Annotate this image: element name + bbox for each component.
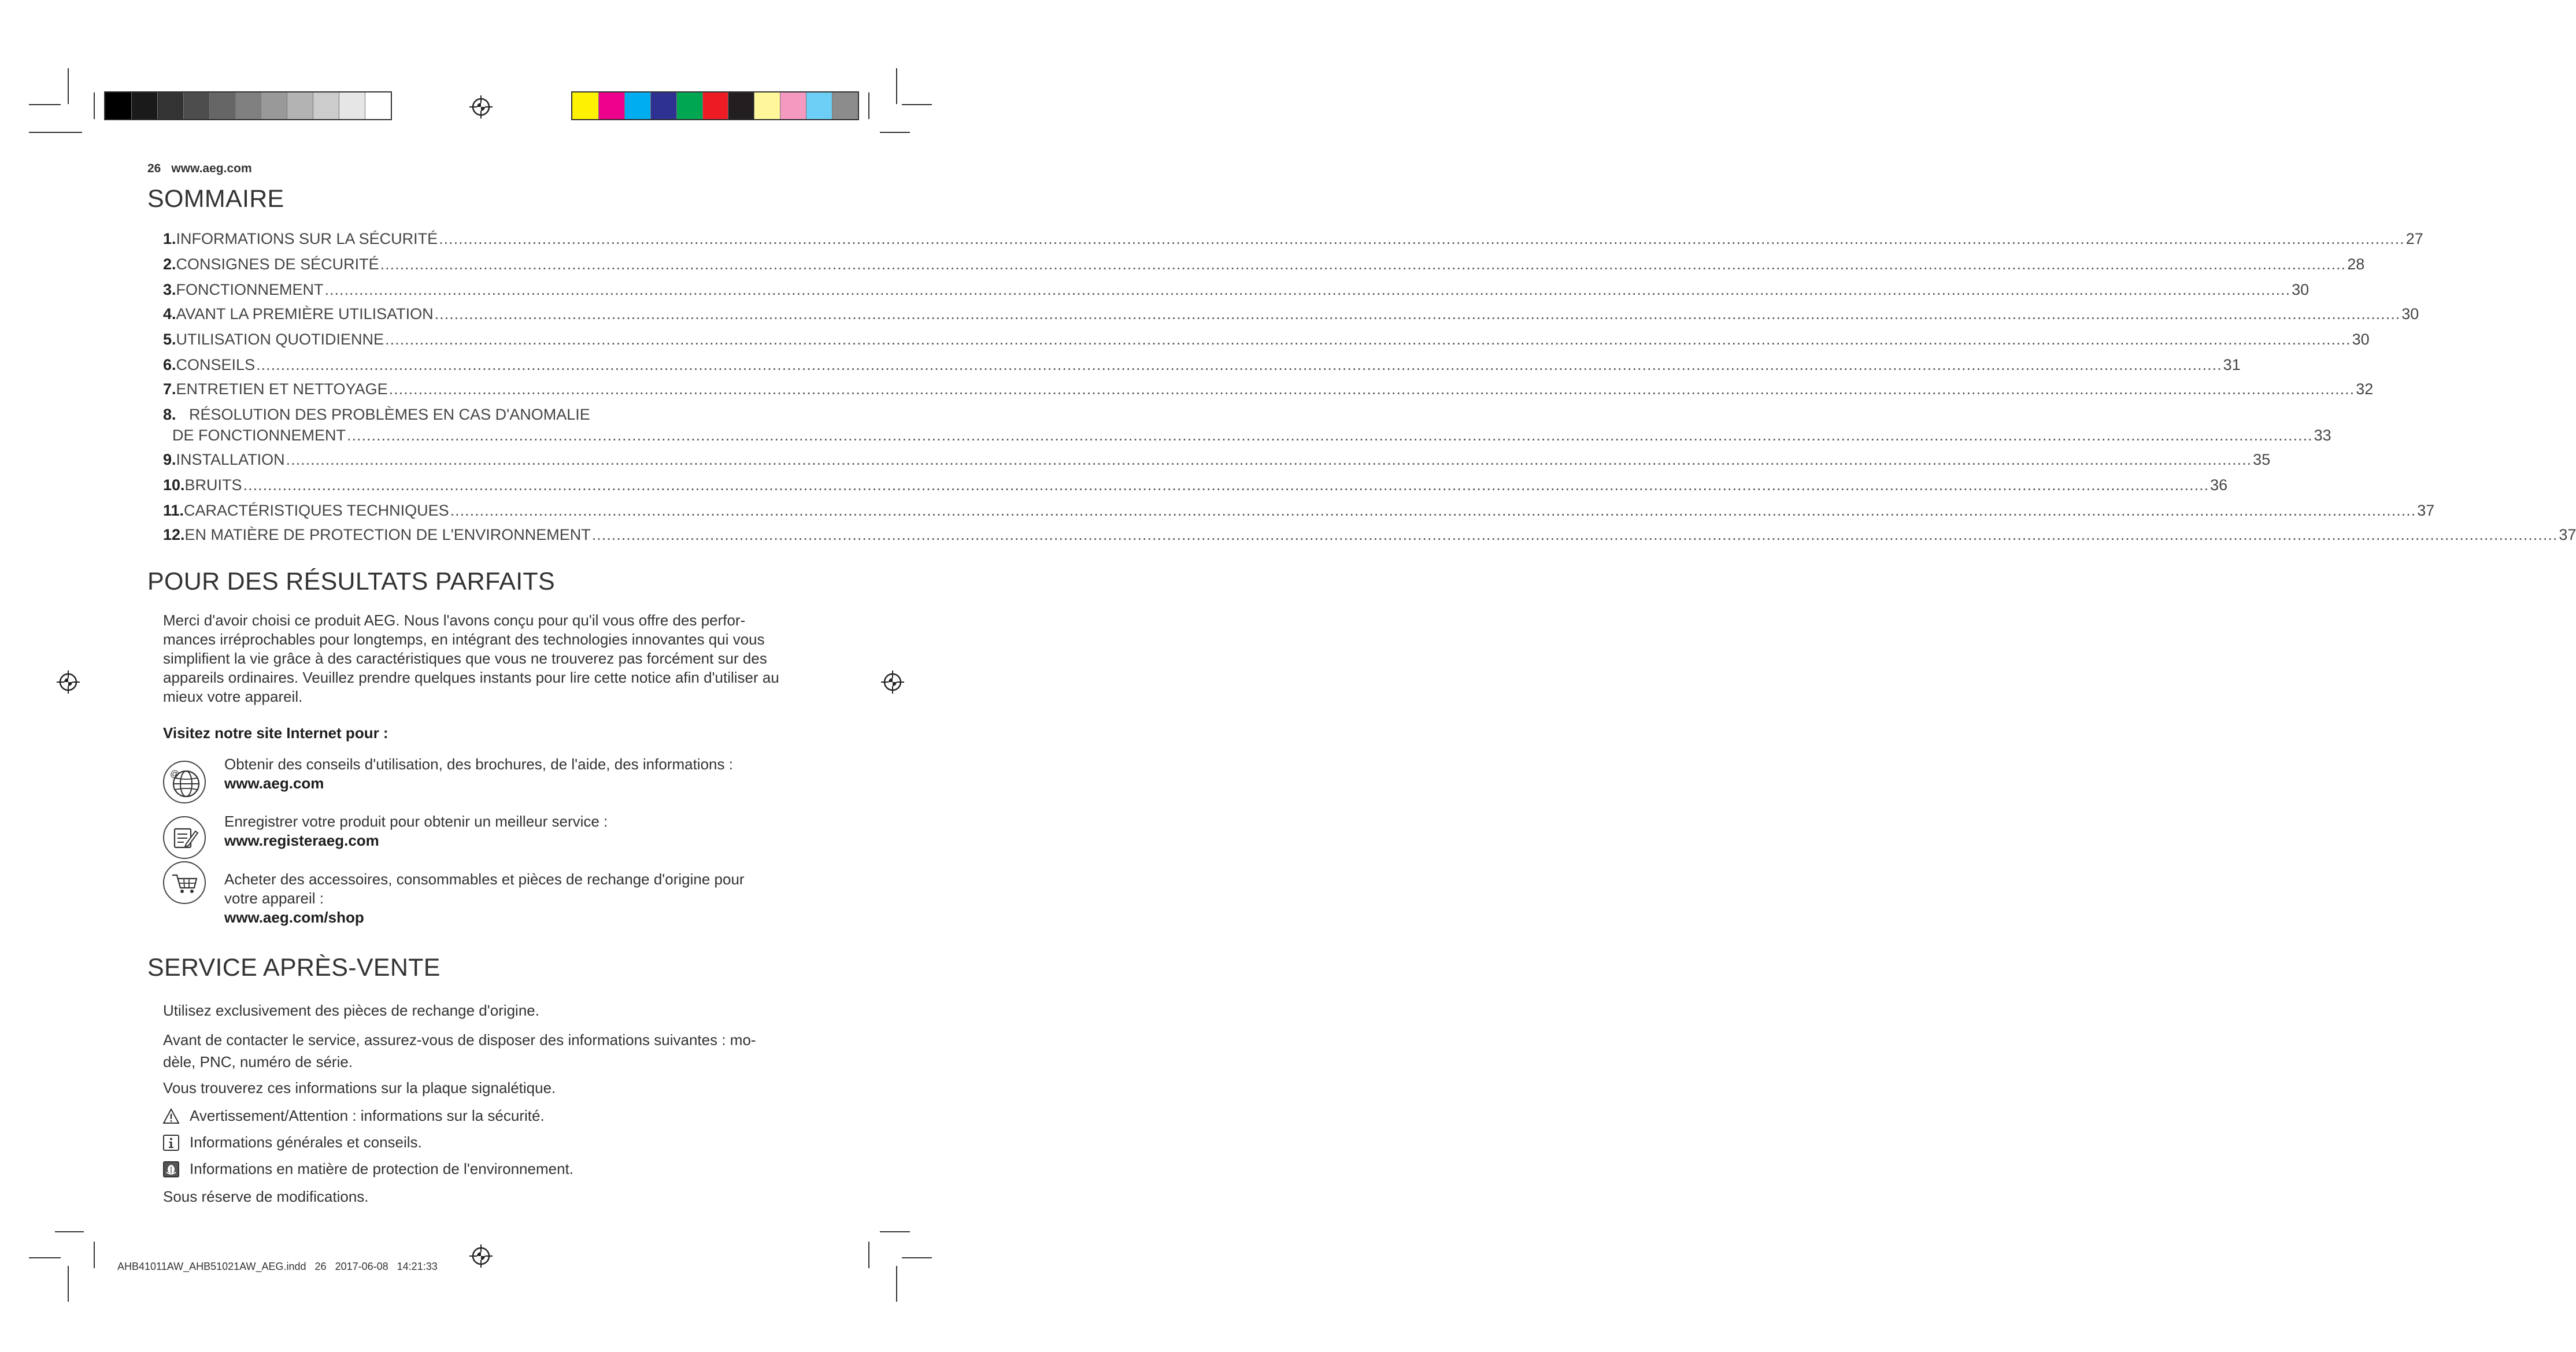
toc-item-page: 36 bbox=[2210, 476, 2228, 494]
text-line: Enregistrer votre produit pour obtenir un meilleur service : bbox=[224, 813, 608, 830]
text-line: mieux votre appareil. bbox=[163, 688, 303, 705]
shopping-cart-icon bbox=[163, 861, 206, 904]
color-swatch bbox=[572, 92, 598, 119]
registration-mark-icon bbox=[469, 95, 493, 118]
toc-item-title: FONCTIONNEMENT bbox=[176, 281, 324, 298]
web-globe-icon bbox=[163, 761, 206, 803]
toc-item[interactable] bbox=[163, 406, 767, 427]
color-swatch bbox=[624, 92, 650, 119]
toc-item[interactable] bbox=[163, 380, 2374, 401]
toc-item-page: 30 bbox=[2292, 281, 2309, 298]
color-swatch bbox=[728, 92, 754, 119]
toc-item-continuation[interactable] bbox=[172, 427, 2331, 447]
toc-item-title: INSTALLATION bbox=[176, 451, 285, 468]
toc-item-page: 37 bbox=[2559, 526, 2576, 543]
crop-mark bbox=[896, 1266, 897, 1302]
toc-leader-dots: ................................................................................................................................................................................................................................................................................................................................................................................................................ bbox=[385, 331, 2351, 348]
register-notepad-icon bbox=[163, 816, 206, 859]
toc-leader-dots: ................................................................................................................................................................................................................................................................................................................................................................................................................ bbox=[243, 476, 2209, 494]
registration-mark-icon bbox=[881, 671, 904, 694]
color-swatch bbox=[261, 92, 287, 119]
toc-leader-dots: ................................................................................................................................................................................................................................................................................................................................................................................................................ bbox=[591, 526, 2558, 543]
toc-item[interactable] bbox=[163, 230, 2423, 251]
color-swatch bbox=[157, 92, 183, 119]
toc-item-number: 9. bbox=[163, 451, 176, 468]
color-swatch bbox=[365, 92, 391, 119]
color-swatch bbox=[754, 92, 780, 119]
crop-mark bbox=[902, 104, 932, 105]
crop-mark bbox=[94, 92, 95, 119]
toc-item[interactable] bbox=[163, 476, 2228, 497]
toc-leader-dots: ................................................................................................................................................................................................................................................................................................................................................................................................................ bbox=[347, 427, 2313, 444]
legend-warning: Avertissement/Attention : informations sur la sécurité. bbox=[190, 1107, 545, 1124]
color-swatch bbox=[287, 92, 313, 119]
color-swatch bbox=[702, 92, 728, 119]
crop-mark bbox=[868, 92, 869, 119]
toc-item-number: 4. bbox=[163, 305, 176, 323]
toc-item[interactable] bbox=[163, 331, 2370, 351]
intro-paragraph bbox=[163, 611, 834, 706]
text-line: Merci d'avoir choisi ce produit AEG. Nous l'avons conçu pour qu'il vous offre des perfor- bbox=[163, 612, 746, 629]
slug-file-info: AHB41011AW_AHB51021AW_AEG.indd 26 bbox=[117, 1261, 327, 1272]
color-swatch bbox=[650, 92, 676, 119]
crop-mark bbox=[94, 1242, 95, 1268]
toc-title: SOMMAIRE bbox=[147, 185, 284, 213]
toc-item-page: 35 bbox=[2253, 451, 2271, 468]
registration-mark-icon bbox=[469, 1244, 493, 1268]
service-title: SERVICE APRÈS-VENTE bbox=[147, 954, 441, 981]
toc-leader-dots: ................................................................................................................................................................................................................................................................................................................................................................................................................ bbox=[450, 502, 2416, 519]
toc-item-title: CONSIGNES DE SÉCURITÉ bbox=[176, 255, 379, 273]
info-icon bbox=[162, 1134, 180, 1151]
registration-mark-icon bbox=[57, 671, 80, 694]
toc-leader-dots: ................................................................................................................................................................................................................................................................................................................................................................................................................ bbox=[256, 356, 2222, 373]
crop-mark bbox=[880, 132, 910, 133]
toc-item-page: 37 bbox=[2417, 502, 2435, 519]
toc-item[interactable] bbox=[163, 305, 2419, 326]
service-paragraph-1: Utilisez exclusivement des pièces de rechange d'origine. bbox=[163, 1002, 539, 1019]
toc-item[interactable] bbox=[163, 255, 2365, 276]
toc-leader-dots: ................................................................................................................................................................................................................................................................................................................................................................................................................ bbox=[439, 230, 2405, 247]
toc-item-page: 33 bbox=[2314, 427, 2331, 444]
crop-mark bbox=[902, 1257, 932, 1258]
crop-mark bbox=[880, 1231, 910, 1232]
text-line: votre appareil : bbox=[224, 890, 324, 907]
gray-color-bar bbox=[104, 91, 392, 120]
toc-item-number: 3. bbox=[163, 281, 176, 298]
color-swatch bbox=[832, 92, 858, 119]
toc-item[interactable] bbox=[163, 451, 2271, 472]
toc-item-title: ENTRETIEN ET NETTOYAGE bbox=[176, 380, 388, 398]
visit-heading: Visitez notre site Internet pour : bbox=[163, 724, 388, 742]
toc-item-page: 27 bbox=[2405, 230, 2423, 247]
toc-item-number: 12. bbox=[163, 526, 185, 543]
toc-item-number: 6. bbox=[163, 356, 176, 373]
toc-item[interactable] bbox=[163, 281, 2309, 302]
color-swatch bbox=[806, 92, 832, 119]
toc-item[interactable] bbox=[163, 502, 2435, 523]
web-link[interactable]: www.aeg.com bbox=[224, 775, 324, 792]
toc-item[interactable] bbox=[163, 526, 2576, 547]
crop-mark bbox=[68, 68, 69, 104]
slug-datetime: 2017-06-08 14:21:33 bbox=[335, 1261, 438, 1272]
toc-item-title: BRUITS bbox=[184, 476, 242, 494]
legend-info: Informations générales et conseils. bbox=[190, 1134, 422, 1151]
toc-item-title: INFORMATIONS SUR LA SÉCURITÉ bbox=[176, 230, 438, 247]
toc-leader-dots: ................................................................................................................................................................................................................................................................................................................................................................................................................ bbox=[434, 305, 2401, 323]
color-swatch bbox=[780, 92, 806, 119]
toc-leader-dots: ................................................................................................................................................................................................................................................................................................................................................................................................................ bbox=[380, 255, 2346, 273]
toc-item-title: UTILISATION QUOTIDIENNE bbox=[176, 331, 384, 348]
toc-item-page: 30 bbox=[2401, 305, 2419, 323]
toc-item-title: AVANT LA PREMIÈRE UTILISATION bbox=[176, 305, 434, 323]
color-swatch bbox=[209, 92, 235, 119]
crop-mark bbox=[68, 1266, 69, 1302]
crop-mark bbox=[29, 132, 82, 133]
toc-item-title: CARACTÉRISTIQUES TECHNIQUES bbox=[184, 502, 449, 519]
visit-item-web bbox=[224, 755, 837, 793]
warning-triangle-icon bbox=[162, 1107, 180, 1125]
environment-icon bbox=[162, 1161, 180, 1178]
toc-item-number: 7. bbox=[163, 380, 176, 398]
color-swatch bbox=[339, 92, 365, 119]
crop-mark bbox=[29, 1257, 61, 1258]
crop-mark bbox=[29, 104, 61, 105]
crop-mark bbox=[868, 1242, 869, 1268]
text-line: dèle, PNC, numéro de série. bbox=[163, 1053, 353, 1071]
svg-text:@: @ bbox=[170, 769, 180, 779]
page-header bbox=[147, 162, 262, 176]
color-swatch bbox=[598, 92, 624, 119]
color-swatch bbox=[235, 92, 261, 119]
toc-leader-dots: ................................................................................................................................................................................................................................................................................................................................................................................................................ bbox=[388, 380, 2355, 398]
visit-item-register bbox=[224, 812, 837, 850]
crop-mark bbox=[896, 68, 897, 104]
toc-leader-dots: ................................................................................................................................................................................................................................................................................................................................................................................................................ bbox=[286, 451, 2252, 468]
color-swatch bbox=[105, 92, 131, 119]
service-paragraph-4: Sous réserve de modifications. bbox=[163, 1188, 369, 1205]
crop-mark bbox=[55, 1231, 84, 1232]
toc-item-number: 5. bbox=[163, 331, 176, 348]
toc-item-page: 32 bbox=[2356, 380, 2374, 398]
register-link[interactable]: www.registeraeg.com bbox=[224, 832, 379, 849]
text-line: appareils ordinaires. Veuillez prendre quelques instants pour lire cette notice afin d'utiliser au bbox=[163, 669, 779, 686]
toc-leader-dots: ................................................................................................................................................................................................................................................................................................................................................................................................................ bbox=[324, 281, 2291, 298]
text-line: Avant de contacter le service, assurez-vous de disposer des informations suivantes : mo- bbox=[163, 1031, 756, 1049]
toc-item-number: 8. bbox=[163, 406, 176, 423]
color-swatch bbox=[676, 92, 702, 119]
shop-link[interactable]: www.aeg.com/shop bbox=[224, 909, 364, 926]
toc-item-page: 30 bbox=[2352, 331, 2370, 348]
toc-item-title: EN MATIÈRE DE PROTECTION DE L'ENVIRONNEMENT bbox=[184, 526, 591, 543]
toc-item-number: 2. bbox=[163, 255, 176, 273]
toc-item[interactable] bbox=[163, 356, 2241, 377]
legend-environment: Informations en matière de protection de l'environnement. bbox=[190, 1160, 574, 1177]
text-line: simplifient la vie grâce à des caractéristiques que vous ne trouverez pas forcément sur des bbox=[163, 650, 767, 667]
toc-item-title: RÉSOLUTION DES PROBLÈMES EN CAS D'ANOMALIE bbox=[189, 406, 590, 423]
print-slug bbox=[112, 1249, 438, 1273]
results-title: POUR DES RÉSULTATS PARFAITS bbox=[147, 568, 555, 595]
toc-item-page: 28 bbox=[2347, 255, 2365, 273]
service-paragraph-3: Vous trouverez ces informations sur la plaque signalétique. bbox=[163, 1079, 556, 1097]
cmyk-color-bar bbox=[571, 91, 859, 120]
color-swatch bbox=[131, 92, 157, 119]
visit-item-shop bbox=[224, 870, 837, 927]
text-line: mances irréprochables pour longtemps, en intégrant des technologies innovantes qui vous bbox=[163, 631, 765, 648]
text-line: Obtenir des conseils d'utilisation, des brochures, de l'aide, des informations : bbox=[224, 755, 733, 773]
header-site: www.aeg.com bbox=[171, 162, 252, 175]
text-line: Acheter des accessoires, consommables et pièces de rechange d'origine pour bbox=[224, 871, 745, 888]
toc-item-number: 11. bbox=[163, 502, 184, 519]
toc-item-number: 10. bbox=[163, 476, 185, 494]
toc-item-title-line2: DE FONCTIONNEMENT bbox=[172, 427, 346, 444]
toc-item-title: CONSEILS bbox=[176, 356, 256, 373]
page-number: 26 bbox=[147, 162, 161, 175]
toc-item-page: 31 bbox=[2223, 356, 2241, 373]
color-swatch bbox=[183, 92, 209, 119]
service-paragraph-2 bbox=[163, 1029, 834, 1073]
color-swatch bbox=[313, 92, 339, 119]
toc-item-number: 1. bbox=[163, 230, 176, 247]
